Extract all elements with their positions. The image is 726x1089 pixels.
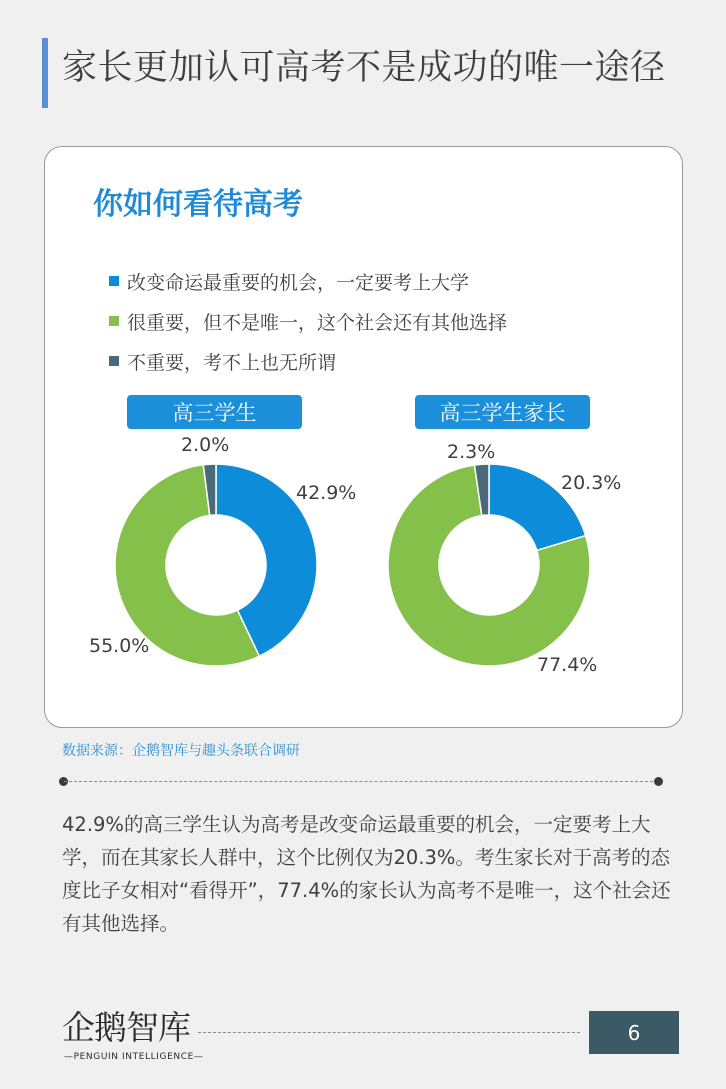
page-title: 家长更加认可高考不是成功的唯一途径 xyxy=(62,48,666,88)
summary-paragraph: 42.9%的高三学生认为高考是改变命运最重要的机会，一定要考上大学，而在其家长人群中，这个比例仅为20.3%。考生家长对于高考的态度比子女相对“看得开”，77.4%的家长认为高考不是唯一，这个社会还有其他选择。 xyxy=(62,813,671,935)
data-source: 数据来源：企鹅智库与趣头条联合调研 xyxy=(62,743,300,759)
footer-divider xyxy=(198,1032,580,1033)
group-label-parents: 高三学生家长 xyxy=(415,395,590,429)
donut-1-label-green: 77.4% xyxy=(537,654,598,676)
donut-charts xyxy=(45,147,682,727)
chart-title: 你如何看待高考 xyxy=(93,187,303,222)
legend-label: 不重要，考不上也无所谓 xyxy=(127,351,337,374)
group-label-students: 高三学生 xyxy=(127,395,302,429)
logo-text: 企鹅智库 xyxy=(62,1008,190,1047)
separator-line xyxy=(64,781,658,782)
chart-card xyxy=(44,146,683,728)
donut-1-label-slate: 2.3% xyxy=(447,441,496,463)
legend-label: 很重要，但不是唯一，这个社会还有其他选择 xyxy=(127,311,508,334)
legend-label: 改变命运最重要的机会，一定要考上大学 xyxy=(127,271,470,294)
page-number: 6 xyxy=(589,1011,679,1054)
penguin-logo xyxy=(62,1008,204,1068)
title-accent-bar xyxy=(42,38,48,108)
donut-0-label-slate: 2.0% xyxy=(181,434,230,456)
donut-1-label-blue: 20.3% xyxy=(561,472,622,494)
donut-0-label-green: 55.0% xyxy=(89,635,150,657)
separator-dot-right xyxy=(654,777,663,786)
logo-subtitle: —PENGUIN INTELLIGENCE— xyxy=(64,1052,204,1062)
donut-0-label-blue: 42.9% xyxy=(296,482,357,504)
